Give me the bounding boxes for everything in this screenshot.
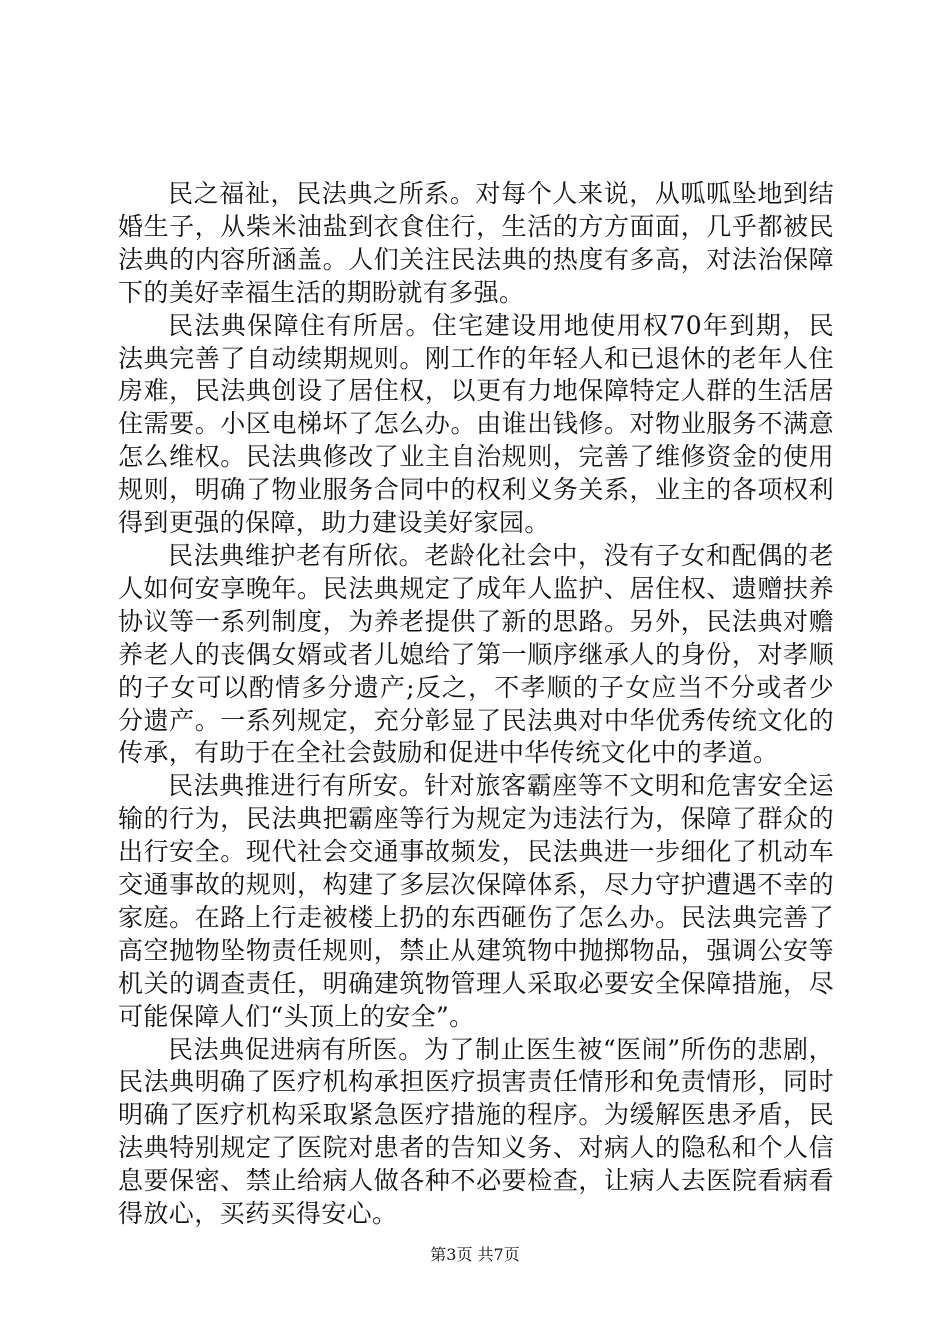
paragraph-intro: 民之福祉，民法典之所系。对每个人来说，从呱呱坠地到结婚生子，从柴米油盐到衣食住行，生活的方方面面，几乎都被民法典的内容所涵盖。人们关注民法典的热度有多高，对法治保障下的美好幸福生活的期盼就有多强。 bbox=[118, 179, 834, 307]
paragraph-housing: 民法典保障住有所居。住宅建设用地使用权70年到期，民法典完善了自动续期规则。刚工作的年轻人和已退休的老年人住房难，民法典创设了居住权，以更有力地保障特定人群的生活居住需要。小区电梯坏了怎么办。由谁出钱修。对物业服务不满意怎么维权。民法典修改了业主自治规则，完善了维修资金的使用规则，明确了物业服务合同中的权利义务关系，业主的各项权利得到更强的保障，助力建设美好家园。 bbox=[118, 310, 834, 538]
paragraph-elderly: 民法典维护老有所依。老龄化社会中，没有子女和配偶的老人如何安享晚年。民法典规定了成年人监护、居住权、遗赠扶养协议等一系列制度，为养老提供了新的思路。另外，民法典对赡养老人的丧偶女婿或者儿媳给了第一顺序继承人的身份，对孝顺的子女可以酌情多分遗产;反之，不孝顺的子女应当不分或者少分遗产。一系列规定，充分彰显了民法典对中华优秀传统文化的传承，有助于在全社会鼓励和促进中华传统文化中的孝道。 bbox=[118, 540, 834, 768]
paragraph-medical: 民法典促进病有所医。为了制止医生被“医闹”所伤的悲剧，民法典明确了医疗机构承担医疗损害责任情形和免责情形，同时明确了医疗机构采取紧急医疗措施的程序。为缓解医患矛盾，民法典特别规定了医院对患者的告知义务、对病人的隐私和个人信息要保密、禁止给病人做各种不必要检查，让病人去医院看病看得放心，买药买得安心。 bbox=[118, 1034, 834, 1229]
page-number-footer: 第3页 共7页 bbox=[430, 1245, 520, 1264]
paragraph-travel: 民法典推进行有所安。针对旅客霸座等不文明和危害安全运输的行为，民法典把霸座等行为规定为违法行为，保障了群众的出行安全。现代社会交通事故频发，民法典进一步细化了机动车交通事故的规则，构建了多层次保障体系，尽力守护遭遇不幸的家庭。在路上行走被楼上扔的东西砸伤了怎么办。民法典完善了高空抛物坠物责任规则，禁止从建筑物中抛掷物品，强调公安等机关的调查责任，明确建筑物管理人采取必要安全保障措施，尽可能保障人们“头顶上的安全”。 bbox=[118, 771, 834, 1031]
body-text bbox=[118, 178, 834, 1231]
